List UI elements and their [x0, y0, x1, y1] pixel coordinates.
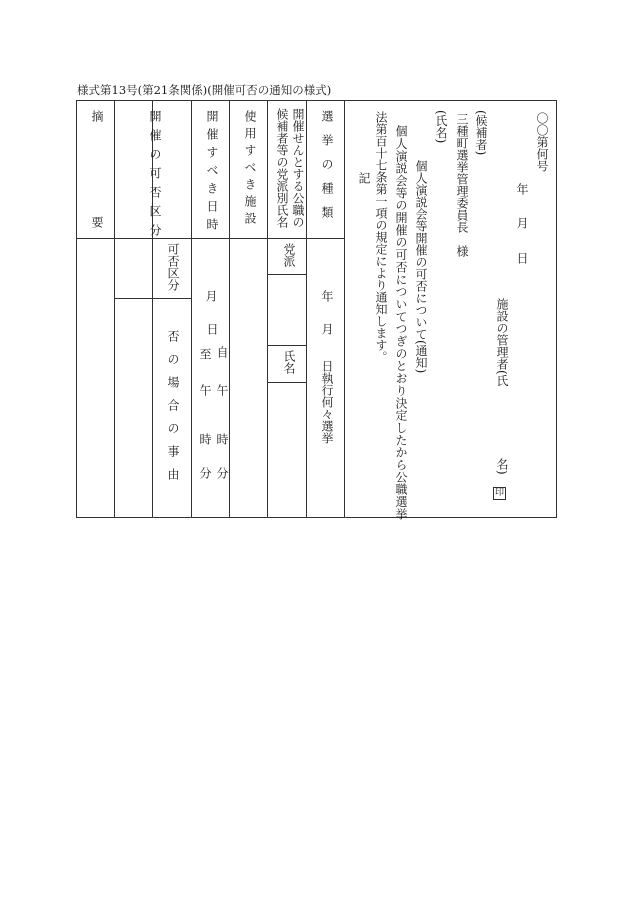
- toha-row-divider: [267, 274, 306, 275]
- cell-hi-jiyu: 否の場合の事由: [166, 330, 180, 491]
- column-divider: [344, 100, 345, 518]
- cell-nichiji-to: 至: [198, 348, 212, 360]
- column-divider: [191, 100, 192, 518]
- header-shisetsu: 使用すべき施設: [243, 110, 257, 229]
- header-tekiyo-top: 摘: [90, 110, 104, 122]
- subject: 個人演説会等開催の可否について(通知): [414, 160, 428, 374]
- header-tekiyo-bottom: 要: [90, 216, 104, 228]
- date-day: 日: [515, 252, 529, 264]
- body-line-2: 法第百十七条第一項の規定により通知します。: [374, 111, 388, 363]
- cell-nichiji-day: 日: [205, 323, 219, 335]
- cell-nichiji-hour-2: 時: [198, 433, 212, 445]
- candidate-label: (候補者): [474, 110, 488, 156]
- cell-kahi-kubun: 可否区分: [166, 243, 180, 291]
- column-divider: [267, 100, 268, 518]
- kahi-inner-divider: [152, 238, 153, 518]
- table-border-top: [76, 100, 557, 101]
- sender: 三種町選挙管理委員長 様: [455, 113, 469, 257]
- seal-mark: 印: [494, 488, 504, 498]
- cell-nichiji-am-pm-1: 午: [215, 384, 229, 396]
- addressee-end: 名): [495, 458, 509, 475]
- cell-nichiji-minute-1: 分: [215, 467, 229, 479]
- column-divider: [229, 100, 230, 518]
- body-line-1: 個人演説会等の開催の可否についてつぎのとおり決定したから公職選挙: [394, 125, 408, 521]
- document-number: 〇〇第何号: [535, 112, 549, 172]
- header-kahi-kubun: 開催の可否区分: [148, 110, 162, 243]
- addressee: 施設の管理者(氏: [495, 298, 509, 387]
- shimei-row-divider: [267, 382, 306, 383]
- cell-senkyo-year: 年: [320, 290, 334, 302]
- cell-senkyo-shikko: 日執行何々選挙: [320, 360, 334, 444]
- cell-nichiji-hour-1: 時: [215, 433, 229, 445]
- sender-name: (氏名): [434, 110, 448, 144]
- cell-nichiji-from: 自: [215, 346, 229, 358]
- column-divider: [306, 100, 307, 518]
- table-border-right: [556, 100, 557, 518]
- cell-nichiji-month: 月: [204, 290, 218, 302]
- table-border-left: [76, 100, 77, 518]
- toha-row-divider: [267, 345, 306, 346]
- header-row-divider: [76, 238, 344, 239]
- table-border-bottom: [76, 517, 557, 518]
- header-senkyo-shurui: 選挙の種類: [320, 110, 334, 230]
- cell-senkyo-month: 月: [320, 323, 334, 335]
- ki-label: 記: [357, 172, 371, 184]
- cell-toha: 党派: [282, 243, 296, 267]
- cell-nichiji-am-pm-2: 午: [198, 384, 212, 396]
- date-year: 年: [515, 183, 529, 195]
- column-divider: [114, 100, 115, 518]
- date-month: 月: [515, 217, 529, 229]
- cell-nichiji-minute-2: 分: [198, 467, 212, 479]
- form-caption: 様式第13号(第21条関係)(開催可否の通知の様式): [77, 83, 332, 97]
- header-kohosha: 開催せんとする公職の候補者等の党派別氏名: [275, 108, 305, 228]
- cell-shimei: 氏名: [282, 350, 296, 374]
- header-kaisai-nichiji: 開催すべき日時: [205, 110, 219, 236]
